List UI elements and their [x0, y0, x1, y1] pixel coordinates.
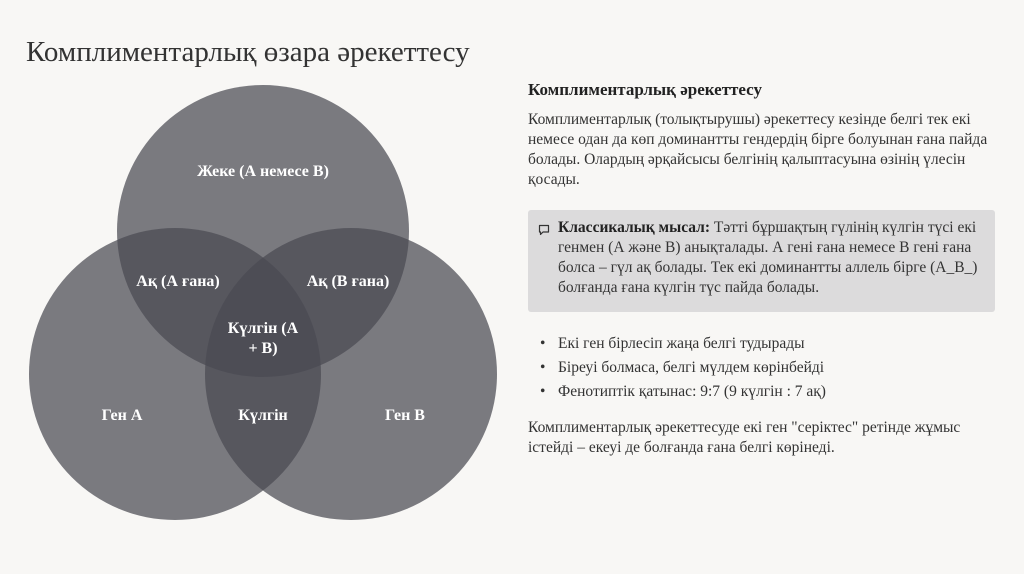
label-top-circle: Жеке (А немесе В) [197, 163, 329, 180]
list-item: • Фенотиптік қатынас: 9:7 (9 күлгін : 7 ақ) [558, 380, 990, 404]
speech-bubble-icon [538, 223, 550, 298]
label-center-line1: Күлгін (А [227, 320, 299, 337]
label-center-line2: + В) [248, 340, 278, 357]
content-panel [528, 80, 990, 458]
callout-text [558, 218, 983, 298]
label-overlap-top-left: Ақ (А ғана) [136, 273, 220, 290]
list-item: • Біреуі болмаса, белгі мүлдем көрінбейді [558, 356, 990, 380]
venn-diagram [18, 84, 508, 532]
slide-title: Комплиментарлық өзара әрекеттесу [26, 36, 470, 68]
bullet-list [528, 332, 990, 404]
callout-body: Тәтті бұршақтың гүлінің күлгін түсі екі генмен (А және В) анықталады. А гені ғана немесе В гені ғана болса – гүл ақ болады. Тек екі доминантты аллель бірге (А_В_) болғанда ғана күлгін түс пайда болады. [558, 219, 978, 296]
list-item: • Екі ген бірлесіп жаңа белгі тудырады [558, 332, 990, 356]
label-overlap-top-right: Ақ (В ғана) [306, 273, 390, 290]
label-gene-b: Ген В [385, 407, 425, 424]
circle-gene-b [205, 228, 497, 520]
section-heading: Комплиментарлық әрекеттесу [528, 80, 762, 99]
example-callout [528, 210, 995, 312]
label-gene-a: Ген А [101, 407, 143, 424]
conclusion-paragraph: Комплиментарлық әрекеттесуде екі ген "серіктес" ретінде жұмыс істейді – екеуі де болғанда ғана белгі көрінеді. [528, 419, 961, 456]
callout-bold-label: Классикалық мысал: [558, 219, 711, 236]
intro-paragraph: Комплиментарлық (толықтырушы) әрекеттесу кезінде белгі тек екі немесе одан да көп доминантты гендердің бірге болуынан ғана пайда болады. Олардың әрқайсысы белгінің қалыптасуына өзінің үлесін қосады. [528, 111, 988, 188]
label-overlap-bottom: Күлгін [238, 407, 288, 424]
